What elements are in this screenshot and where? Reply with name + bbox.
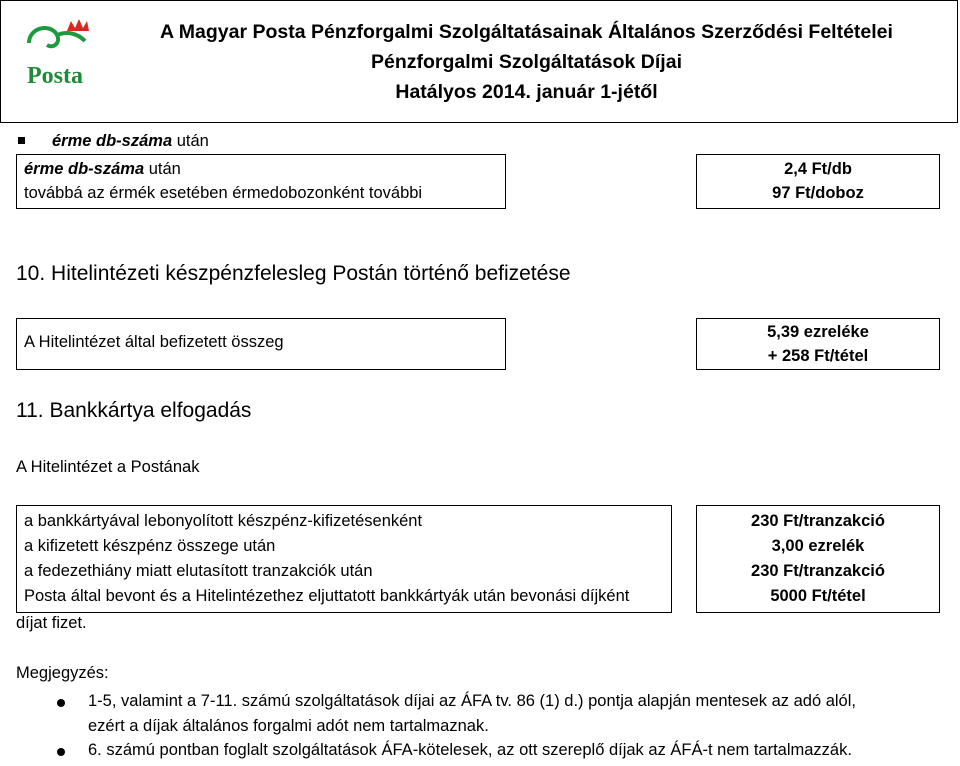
coin-left-box (16, 154, 506, 209)
section-10-title: 10. Hitelintézeti készpénzfelesleg Postán történő befizetése (16, 262, 571, 285)
sec10-left-box (16, 318, 506, 370)
header-line-3: Hatályos 2014. január 1-jétől (395, 81, 658, 103)
sec10-fee-box (696, 318, 940, 370)
note-item-2: 6. számú pontban foglalt szolgáltatások ÁFA-kötelesek, az ott szereplő díjak az ÁFÁ-t nem tartalmazzák. (88, 741, 852, 759)
note-item-1-line-2: ezért a díjak általános forgalmi adót nem tartalmaznak. (88, 717, 489, 735)
sec10-fee-2: + 258 Ft/tétel (767, 347, 869, 365)
sec11-fee-3: 230 Ft/tranzakció (751, 562, 885, 580)
sec11-row-1: a bankkártyával lebonyolított készpénz-kifizetésenként (24, 512, 423, 530)
posta-logo (23, 13, 103, 93)
sec11-left-box (16, 505, 672, 613)
header-line-1: A Magyar Posta Pénzforgalmi Szolgáltatásainak Általános Szerződési Feltételei (160, 21, 893, 43)
section-11-title: 11. Bankkártya elfogadás (16, 399, 252, 422)
bullet-dot-icon (57, 699, 65, 707)
sec11-row-2: a kifizetett készpénz összege után (24, 537, 276, 555)
document-header (0, 0, 958, 123)
sec11-fee-2: 3,00 ezrelék (771, 537, 865, 555)
sec11-fee-4: 5000 Ft/tétel (770, 587, 866, 605)
note-label: Megjegyzés: (16, 664, 109, 682)
sec10-row: A Hitelintézet által befizetett összeg (24, 333, 284, 351)
coin-row-1: érme db-száma után (24, 160, 181, 178)
sec11-row-4: Posta által bevont és a Hitelintézethez eljuttatott bankkártyák után bevonási díjként (24, 587, 630, 605)
bullet-dot-icon (57, 748, 65, 756)
header-line-2: Pénzforgalmi Szolgáltatások Díjai (371, 51, 682, 73)
sec11-intro: A Hitelintézet a Postának (16, 458, 200, 476)
coin-fee-box (696, 154, 940, 209)
coin-bullet-text: érme db-száma után (52, 132, 209, 150)
header-titles (126, 17, 927, 107)
sec11-row-4-cont: díjat fizet. (16, 614, 87, 632)
logo-text: Posta (27, 63, 83, 89)
note-item-1-line-1: 1-5, valamint a 7-11. számú szolgáltatások díjai az ÁFA tv. 86 (1) d.) pontja alapján mentesek az adó alól, (88, 692, 856, 710)
coin-fee-2: 97 Ft/doboz (772, 184, 864, 202)
sec11-fee-box (696, 505, 940, 613)
coin-fee-1: 2,4 Ft/db (784, 160, 852, 178)
square-bullet-icon (18, 137, 25, 144)
sec11-row-3: a fedezethiány miatt elutasított tranzakciók után (24, 562, 373, 580)
sec10-fee-1: 5,39 ezreléke (767, 323, 869, 341)
sec11-fee-1: 230 Ft/tranzakció (751, 512, 885, 530)
coin-row-2: továbbá az érmék esetében érmedobozonként további (24, 184, 423, 202)
